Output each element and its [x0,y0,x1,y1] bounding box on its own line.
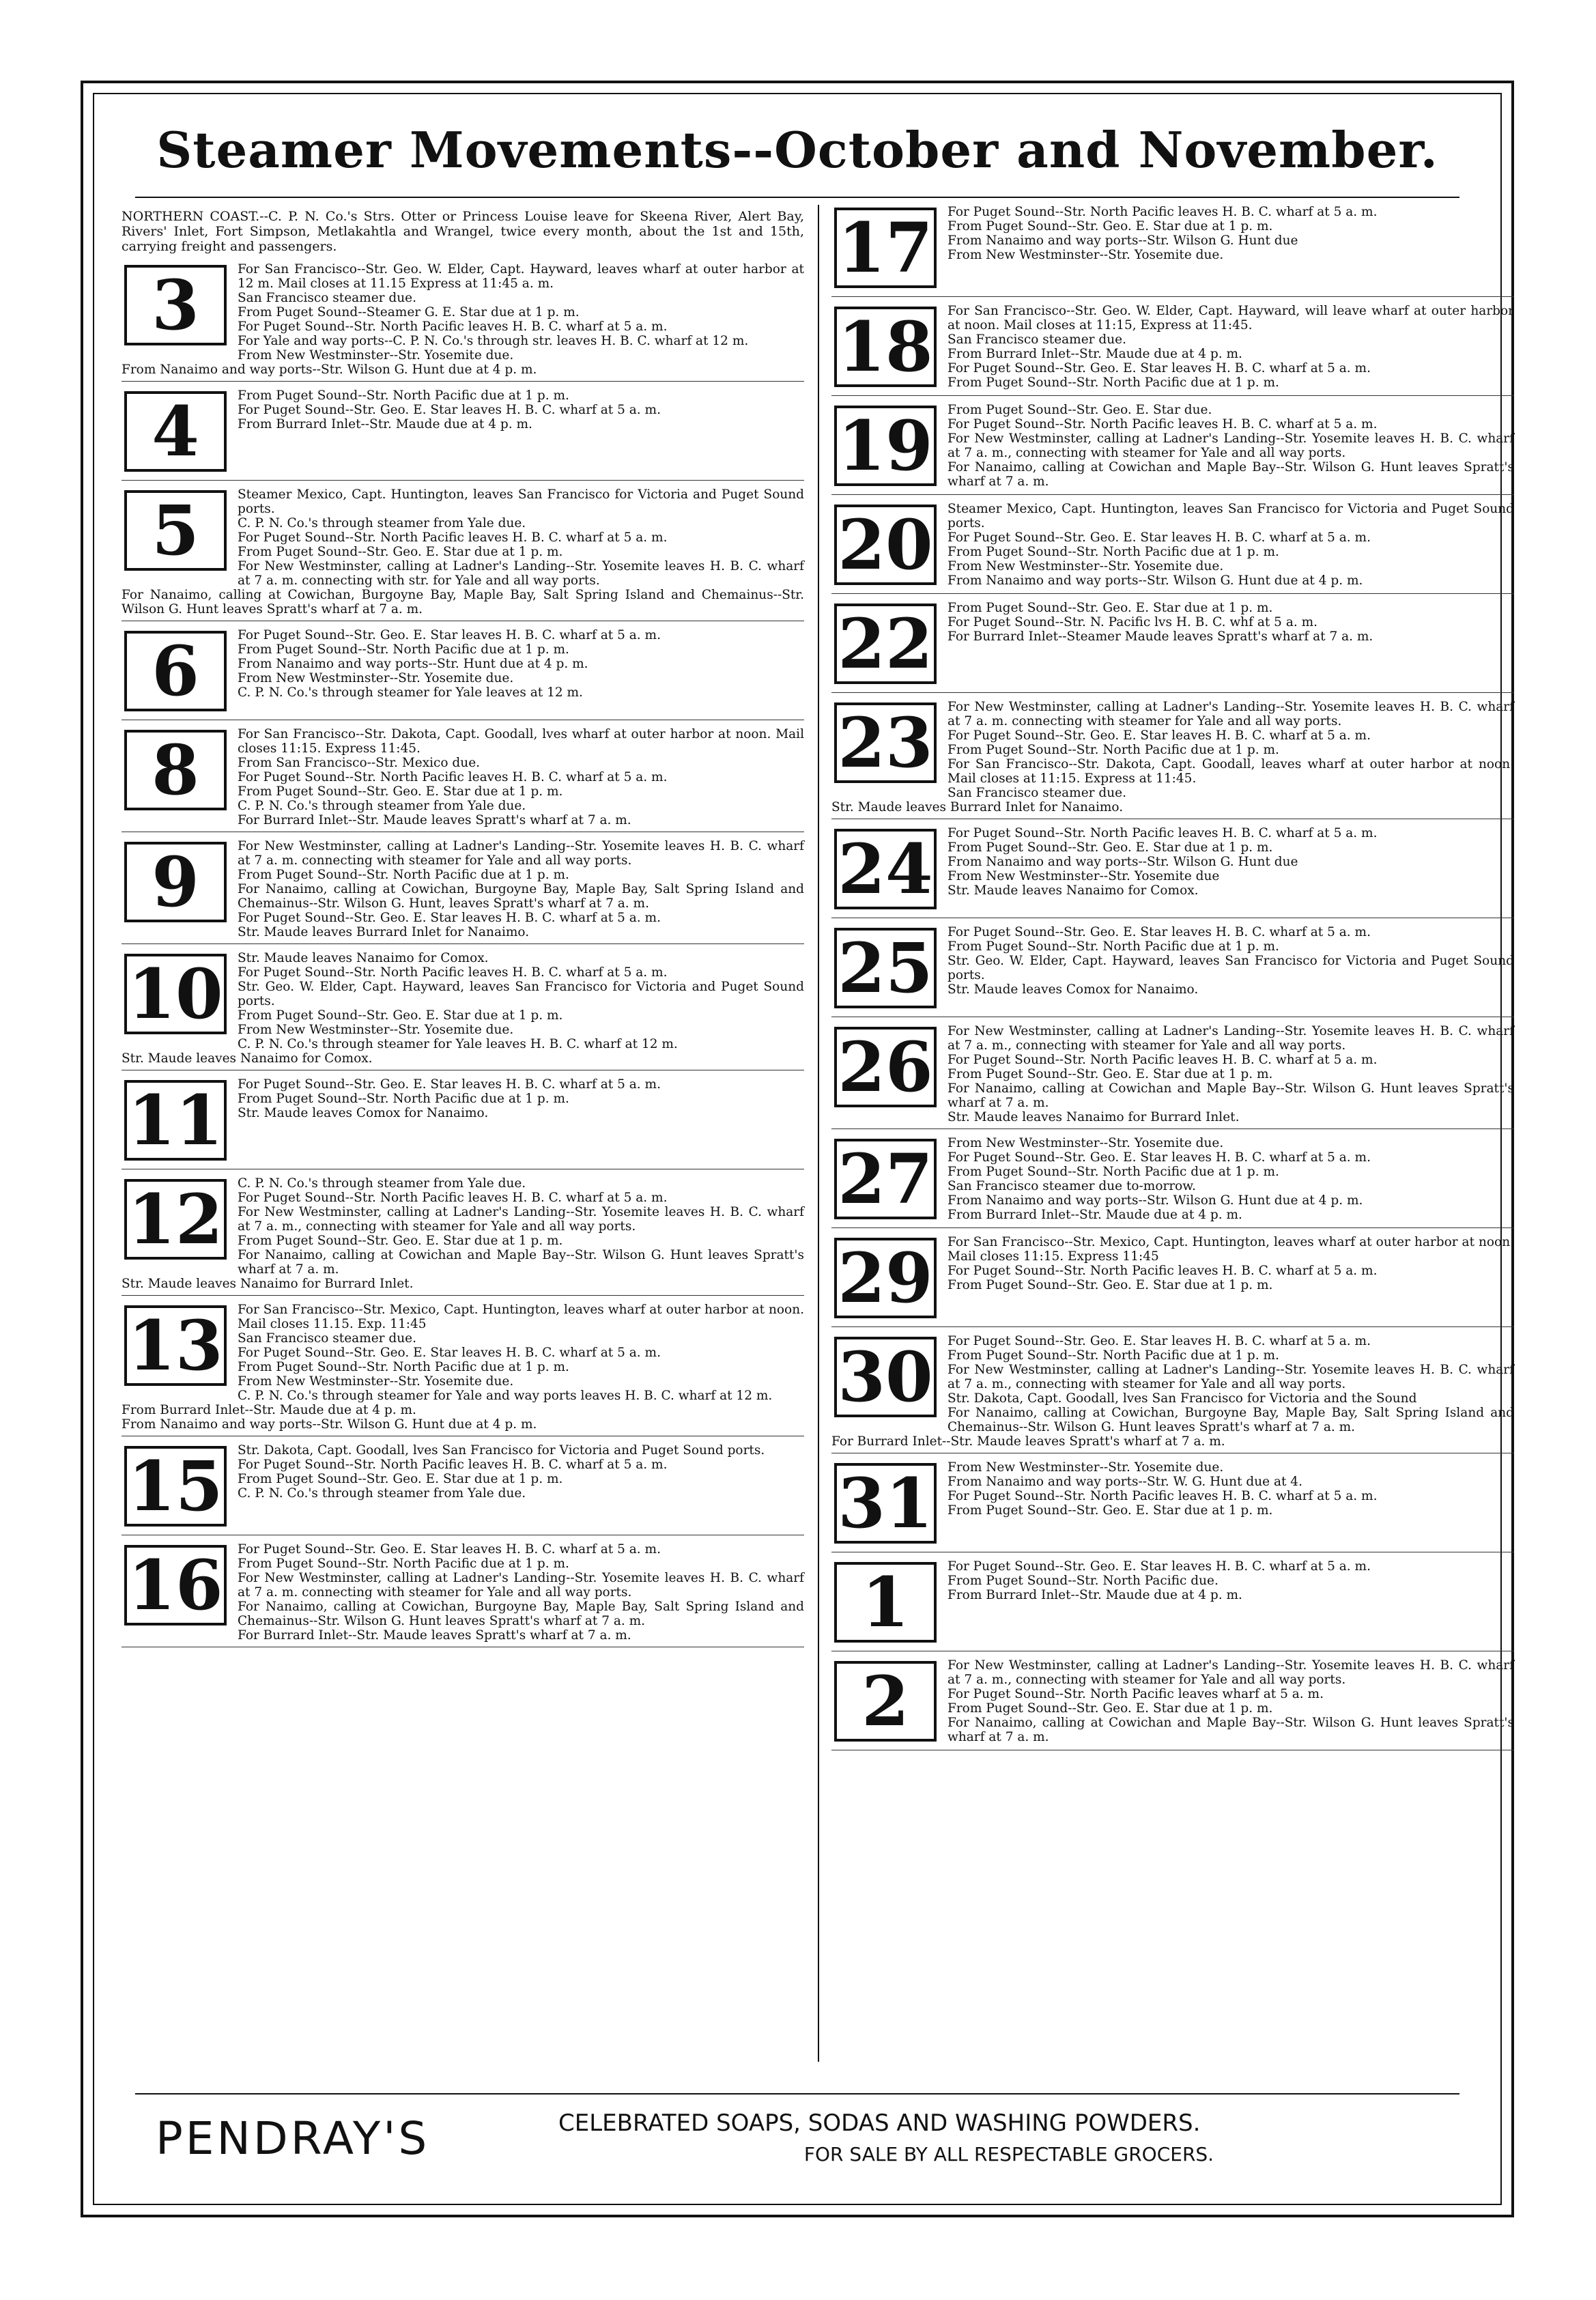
day-number-box: 27 [834,1139,937,1219]
schedule-line: Str. Maude leaves Burrard Inlet for Nanaimo. [831,800,1124,814]
footer-brand: PENDRAY'S [156,2112,430,2165]
schedule-line: From Puget Sound--Str. Geo. E. Star due at 1 p. m. [947,601,1273,615]
schedule-line: For Puget Sound--Str. North Pacific leaves wharf at 5 a. m. [947,1687,1324,1701]
schedule-line: For Nanaimo, calling at Cowichan, Burgoyne Bay, Maple Bay, Salt Spring Island and Chemainus--Str. Wilson G. Hunt leaves Spratt's wharf at 7 a. m. [122,588,804,616]
day-entry [831,826,1514,918]
day-number-box: 13 [124,1305,227,1386]
schedule-line: From Puget Sound--Str. Geo. E. Star due at 1 p. m. [947,1067,1273,1081]
schedule-line: Str. Maude leaves Burrard Inlet for Nanaimo. [238,925,530,939]
schedule-line: Steamer Mexico, Capt. Huntington, leaves San Francisco for Victoria and Puget Sound ports. [947,502,1514,530]
schedule-line: For Puget Sound--Str. Geo. E. Star leaves H. B. C. wharf at 5 a. m. [947,1334,1371,1348]
schedule-line: From Nanaimo and way ports--Str. Wilson G. Hunt due [947,855,1298,869]
schedule-line: From New Westminster--Str. Yosemite due. [238,348,514,363]
schedule-line: From Puget Sound--Str. North Pacific due at 1 p. m. [238,388,569,403]
schedule-line: For Puget Sound--Str. Geo. E. Star leaves H. B. C. wharf at 5 a. m. [238,628,661,642]
schedule-line: Str. Maude leaves Nanaimo for Burrard Inlet. [947,1110,1240,1124]
schedule-line: For New Westminster, calling at Ladner's Landing--Str. Yosemite leaves H. B. C. wharf at 7 a. m. connecting with str. for Yale and all way ports. [238,559,804,588]
schedule-line: For New Westminster, calling at Ladner's Landing--Str. Yosemite leaves H. B. C. wharf at 7 a. m., connecting with steamer for Yale and all way ports. [947,1363,1514,1391]
schedule-line: For Puget Sound--Str. North Pacific leaves H. B. C. wharf at 5 a. m. [947,826,1378,840]
schedule-line: From Puget Sound--Str. North Pacific due at 1 p. m. [238,1360,569,1374]
footer-rule [135,2093,1459,2095]
advertisement-footer [135,2101,1459,2183]
schedule-line: From New Westminster--Str. Yosemite due. [947,248,1224,262]
schedule-line: For San Francisco--Str. Geo. W. Elder, Capt. Hayward, leaves wharf at outer harbor at 12 m. Mail closes at 11.15 Express at 11:45 a. m. [238,262,804,291]
day-number-box: 18 [834,307,937,387]
schedule-line: C. P. N. Co.'s through steamer from Yale due. [238,799,526,813]
schedule-line: For Puget Sound--Str. North Pacific leaves H. B. C. wharf at 5 a. m. [238,320,668,334]
schedule-line: For Puget Sound--Str. Geo. E. Star leaves H. B. C. wharf at 5 a. m. [947,925,1371,939]
schedule-line: From Puget Sound--Str. Geo. E. Star due at 1 p. m. [238,545,563,559]
schedule-line: C. P. N. Co.'s through steamer for Yale leaves H. B. C. wharf at 12 m. [238,1037,678,1051]
schedule-line: Str. Geo. W. Elder, Capt. Hayward, leaves San Francisco for Victoria and Puget Sound ports. [947,954,1514,982]
schedule-line: From Puget Sound--Str. Geo. E. Star due at 1 p. m. [947,840,1273,855]
schedule-line: From Puget Sound--Str. Geo. E. Star due at 1 p. m. [947,219,1273,233]
schedule-line: San Francisco steamer due. [947,786,1126,800]
day-number-box: 12 [124,1179,227,1260]
footer-subtagline: FOR SALE BY ALL RESPECTABLE GROCERS. [803,2143,1214,2166]
day-entry [122,1443,804,1535]
schedule-line: From Burrard Inlet--Str. Maude due at 4 p. m. [122,1403,416,1417]
schedule-line: From New Westminster--Str. Yosemite due. [947,559,1224,573]
schedule-line: C. P. N. Co.'s through steamer from Yale due. [238,516,526,530]
schedule-line: From Puget Sound--Str. North Pacific due at 1 p. m. [238,1092,569,1106]
schedule-line: San Francisco steamer due. [947,332,1126,347]
day-entry [831,403,1514,495]
schedule-line: From Nanaimo and way ports--Str. Hunt due at 4 p. m. [238,657,588,671]
day-entry [122,1176,804,1296]
schedule-line: From Puget Sound--Str. Geo. E. Star due at 1 p. m. [238,1472,563,1486]
schedule-line: For Puget Sound--Str. North Pacific leaves H. B. C. wharf at 5 a. m. [238,1191,668,1205]
schedule-line: For Puget Sound--Str. North Pacific leaves H. B. C. wharf at 5 a. m. [238,770,668,784]
schedule-line: For Puget Sound--Str. North Pacific leaves H. B. C. wharf at 5 a. m. [238,965,668,980]
schedule-line: From San Francisco--Str. Mexico due. [238,756,481,770]
schedule-line: For Nanaimo, calling at Cowichan and Maple Bay--Str. Wilson G. Hunt leaves Spratt's wharf at 7 a. m. [947,1716,1514,1744]
column-divider [818,205,819,2062]
day-number-box: 16 [124,1545,227,1625]
day-entry [831,1235,1514,1327]
schedule-line: C. P. N. Co.'s through steamer for Yale and way ports leaves H. B. C. wharf at 12 m. [238,1389,773,1403]
right-column [831,205,1514,1757]
footer-tagline: CELEBRATED SOAPS, SODAS AND WASHING POWDERS. [558,2110,1201,2137]
schedule-line: From Puget Sound--Str. North Pacific due at 1 p. m. [947,1165,1279,1179]
day-entry [831,1658,1514,1750]
schedule-line: For New Westminster, calling at Ladner's Landing--Str. Yosemite leaves H. B. C. wharf at 7 a. m., connecting with steamer for Yale and all way ports. [947,431,1514,460]
day-number-box: 26 [834,1027,937,1107]
day-number-box: 10 [124,954,227,1034]
schedule-line: From Burrard Inlet--Str. Maude due at 4 p. m. [947,347,1242,361]
day-number-box: 2 [834,1661,937,1742]
day-entry [122,262,804,382]
schedule-line: For Nanaimo, calling at Cowichan and Maple Bay--Str. Wilson G. Hunt leaves Spratt's wharf at 7 a. m. [947,1081,1514,1110]
schedule-line: For New Westminster, calling at Ladner's Landing--Str. Yosemite leaves H. B. C. wharf at 7 a. m. connecting with steamer for Yale and all way ports. [947,700,1514,728]
day-entry [122,1077,804,1169]
schedule-line: For Puget Sound--Str. Geo. E. Star leaves H. B. C. wharf at 5 a. m. [238,1346,661,1360]
schedule-line: For Puget Sound--Str. Geo. E. Star leaves H. B. C. wharf at 5 a. m. [947,1559,1371,1574]
schedule-line: C. P. N. Co.'s through steamer from Yale due. [238,1486,526,1501]
schedule-line: From New Westminster--Str. Yosemite due. [947,1136,1224,1150]
schedule-line: From Puget Sound--Str. North Pacific due at 1 p. m. [947,545,1279,559]
schedule-line: Str. Dakota, Capt. Goodall, lves San Francisco for Victoria and Puget Sound ports. [238,1443,765,1458]
schedule-line: For New Westminster, calling at Ladner's Landing--Str. Yosemite leaves H. B. C. wharf at 7 a. m. connecting with steamer for Yale and all way ports. [238,1571,804,1600]
schedule-line: For Puget Sound--Str. North Pacific leaves H. B. C. wharf at 5 a. m. [947,1053,1378,1067]
schedule-line: San Francisco steamer due to-morrow. [947,1179,1196,1193]
day-entry [122,487,804,621]
schedule-line: C. P. N. Co.'s through steamer for Yale leaves at 12 m. [238,685,583,700]
schedule-line: From Puget Sound--Str. Geo. E. Star due at 1 p. m. [947,1701,1273,1716]
schedule-line: From Puget Sound--Str. Geo. E. Star due at 1 p. m. [947,1278,1273,1292]
schedule-line: For San Francisco--Str. Dakota, Capt. Goodall, lves wharf at outer harbor at noon. Mail closes 11:15. Express 11:45. [238,727,804,756]
day-entry [122,839,804,944]
day-entry [831,925,1514,1017]
schedule-line: Str. Maude leaves Nanaimo for Comox. [947,883,1199,898]
schedule-line: For Puget Sound--Str. North Pacific leaves H. B. C. wharf at 5 a. m. [947,1489,1378,1503]
schedule-line: For Burrard Inlet--Steamer Maude leaves Spratt's wharf at 7 a. m. [947,629,1373,644]
day-entry [831,205,1514,297]
northern-coast-notice: NORTHERN COAST.--C. P. N. Co.'s Strs. Otter or Princess Louise leave for Skeena River, Alert Bay, Rivers' Inlet, Fort Simpson, Metlakahtla and Wrangel, twice every month, about the 1st and 15th, carrying freight and passengers. [122,209,804,254]
schedule-line: From Puget Sound--Str. Geo. E. Star due at 1 p. m. [238,1008,563,1023]
schedule-line: For Puget Sound--Str. Geo. E. Star leaves H. B. C. wharf at 5 a. m. [238,1542,661,1557]
schedule-line: For Puget Sound--Str. Geo. E. Star leaves H. B. C. wharf at 5 a. m. [947,1150,1371,1165]
schedule-line: For Puget Sound--Str. Geo. E. Star leaves H. B. C. wharf at 5 a. m. [947,728,1371,743]
day-number-box: 30 [834,1337,937,1417]
schedule-line: For New Westminster, calling at Ladner's Landing--Str. Yosemite leaves H. B. C. wharf at 7 a. m., connecting with steamer for Yale and all way ports. [947,1024,1514,1053]
schedule-line: For Puget Sound--Str. North Pacific leaves H. B. C. wharf at 5 a. m. [947,417,1378,431]
day-entry [122,951,804,1070]
schedule-line: From Puget Sound--Str. Geo. E. Star due at 1 p. m. [238,1234,563,1248]
day-entry [122,388,804,481]
schedule-line: From Burrard Inlet--Str. Maude due at 4 p. m. [947,1208,1242,1222]
schedule-line: Str. Geo. W. Elder, Capt. Hayward, leaves San Francisco for Victoria and Puget Sound ports. [238,980,804,1008]
day-number-box: 11 [124,1080,227,1161]
day-number-box: 20 [834,505,937,585]
schedule-line: For Burrard Inlet--Str. Maude leaves Spratt's wharf at 7 a. m. [238,813,631,827]
day-entry [831,1559,1514,1651]
schedule-line: From New Westminster--Str. Yosemite due. [238,1374,514,1389]
schedule-line: For New Westminster, calling at Ladner's Landing--Str. Yosemite leaves H. B. C. wharf at 7 a. m. connecting with steamer for Yale and all way ports. [238,839,804,868]
day-number-box: 17 [834,208,937,288]
schedule-line: For San Francisco--Str. Mexico, Capt. Huntington, leaves wharf at outer harbor at noon. Mail closes 11.15. Exp. 11:45 [238,1303,804,1331]
schedule-line: From Puget Sound--Str. North Pacific due at 1 p. m. [947,1348,1279,1363]
schedule-line: Str. Dakota, Capt. Goodall, lves San Francisco for Victoria and the Sound [947,1391,1417,1406]
day-number-box: 3 [124,265,227,345]
schedule-line: From New Westminster--Str. Yosemite due. [947,1460,1224,1475]
schedule-line: C. P. N. Co.'s through steamer from Yale due. [238,1176,526,1191]
schedule-line: From Puget Sound--Steamer G. E. Star due at 1 p. m. [238,305,580,320]
day-entry [831,601,1514,693]
schedule-line: For San Francisco--Str. Geo. W. Elder, Capt. Hayward, will leave wharf at outer harbor at noon. Mail closes at 11:15, Express at 11:45. [947,304,1514,332]
schedule-line: For Puget Sound--Str. Geo. E. Star leaves H. B. C. wharf at 5 a. m. [947,530,1371,545]
day-number-box: 23 [834,702,937,783]
schedule-line: For Puget Sound--Str. North Pacific leaves H. B. C. wharf at 5 a. m. [947,205,1378,219]
schedule-line: For Puget Sound--Str. Geo. E. Star leaves H. B. C. wharf at 5 a. m. [238,911,661,925]
schedule-line: From Puget Sound--Str. Geo. E. Star due. [947,403,1212,417]
schedule-line: For Yale and way ports--C. P. N. Co.'s through str. leaves H. B. C. wharf at 12 m. [238,334,749,348]
day-number-box: 19 [834,406,937,486]
day-number-box: 1 [834,1562,937,1643]
left-column [122,205,804,1654]
schedule-line: From New Westminster--Str. Yosemite due. [238,1023,514,1037]
schedule-line: From Nanaimo and way ports--Str. Wilson G. Hunt due [947,233,1298,248]
schedule-line: From Puget Sound--Str. North Pacific due at 1 p. m. [238,1557,569,1571]
schedule-line: For San Francisco--Str. Mexico, Capt. Huntington, leaves wharf at outer harbor at noon. Mail closes 11:15. Express 11:45 [947,1235,1514,1264]
left-day-list [122,262,804,1647]
page-title: Steamer Movements--October and November. [156,121,1438,179]
schedule-line: From Nanaimo and way ports--Str. Wilson G. Hunt due at 4 p. m. [122,363,537,377]
day-entry [831,502,1514,594]
day-number-box: 22 [834,604,937,684]
schedule-line: For Puget Sound--Str. N. Pacific lvs H. B. C. whf at 5 a. m. [947,615,1318,629]
day-number-box: 4 [124,391,227,472]
day-entry [831,304,1514,396]
day-number-box: 6 [124,631,227,711]
schedule-line: From Burrard Inlet--Str. Maude due at 4 p. m. [238,417,532,431]
day-number-box: 8 [124,730,227,810]
schedule-line: From Puget Sound--Str. North Pacific due at 1 p. m. [947,939,1279,954]
day-number-box: 9 [124,842,227,922]
right-day-list [831,205,1514,1750]
schedule-line: For New Westminster, calling at Ladner's Landing--Str. Yosemite leaves H. B. C. wharf at 7 a. m., connecting with steamer for Yale and all way ports. [238,1205,804,1234]
day-number-box: 29 [834,1238,937,1318]
schedule-line: For Puget Sound--Str. North Pacific leaves H. B. C. wharf at 5 a. m. [238,1458,668,1472]
day-entry [831,700,1514,819]
schedule-line: Str. Maude leaves Comox for Nanaimo. [238,1106,489,1120]
day-entry [831,1024,1514,1129]
schedule-line: From Puget Sound--Str. North Pacific due at 1 p. m. [947,743,1279,757]
schedule-line: For Puget Sound--Str. Geo. E. Star leaves H. B. C. wharf at 5 a. m. [238,403,661,417]
schedule-line: For Burrard Inlet--Str. Maude leaves Spratt's wharf at 7 a. m. [238,1628,631,1643]
schedule-line: For Nanaimo, calling at Cowichan and Maple Bay--Str. Wilson G. Hunt leaves Spratt's wharf at 7 a. m. [238,1248,804,1277]
day-number-box: 24 [834,829,937,909]
schedule-line: From Nanaimo and way ports--Str. Wilson G. Hunt due at 4 p. m. [947,573,1363,588]
schedule-line: For San Francisco--Str. Dakota, Capt. Goodall, leaves wharf at outer harbor at noon. Mail closes at 11:15. Express at 11:45. [947,757,1514,786]
schedule-line: Str. Maude leaves Comox for Nanaimo. [947,982,1199,997]
schedule-line: For Nanaimo, calling at Cowichan, Burgoyne Bay, Maple Bay, Salt Spring Island and Chemainus--Str. Wilson G. Hunt, leaves Spratt's wharf at 7 a. m. [238,882,804,911]
day-number-box: 15 [124,1446,227,1527]
schedule-line: For Puget Sound--Str. North Pacific leaves H. B. C. wharf at 5 a. m. [947,1264,1378,1278]
schedule-line: Str. Maude leaves Nanaimo for Comox. [122,1051,373,1066]
schedule-line: From Nanaimo and way ports--Str. Wilson G. Hunt due at 4 p. m. [947,1193,1363,1208]
day-entry [122,727,804,832]
day-entry [831,1334,1514,1453]
day-entry [831,1460,1514,1552]
day-number-box: 5 [124,490,227,571]
schedule-line: Str. Maude leaves Nanaimo for Burrard Inlet. [122,1277,414,1291]
schedule-line: For Puget Sound--Str. Geo. E. Star leaves H. B. C. wharf at 5 a. m. [947,361,1371,375]
schedule-line: For Nanaimo, calling at Cowichan and Maple Bay--Str. Wilson G. Hunt leaves Spratt's wharf at 7 a. m. [947,460,1514,489]
schedule-line: Steamer Mexico, Capt. Huntington, leaves San Francisco for Victoria and Puget Sound ports. [238,487,804,516]
schedule-line: For Puget Sound--Str. Geo. E. Star leaves H. B. C. wharf at 5 a. m. [238,1077,661,1092]
schedule-line: From Puget Sound--Str. North Pacific due at 1 p. m. [238,868,569,882]
schedule-line: From New Westminster--Str. Yosemite due. [238,671,514,685]
schedule-line: From Puget Sound--Str. North Pacific due at 1 p. m. [238,642,569,657]
page-frame [81,81,1514,2217]
schedule-line: San Francisco steamer due. [238,1331,416,1346]
schedule-line: For Puget Sound--Str. North Pacific leaves H. B. C. wharf at 5 a. m. [238,530,668,545]
day-entry [122,1303,804,1436]
schedule-line: Str. Maude leaves Nanaimo for Comox. [238,951,489,965]
schedule-line: For New Westminster, calling at Ladner's Landing--Str. Yosemite leaves H. B. C. wharf at 7 a. m., connecting with steamer for Yale and all way ports. [947,1658,1514,1687]
schedule-line: From New Westminster--Str. Yosemite due [947,869,1220,883]
schedule-line: For Nanaimo, calling at Cowichan, Burgoyne Bay, Maple Bay, Salt Spring Island and Chemainus--Str. Wilson G. Hunt leaves Spratt's wharf at 7 a. m. [947,1406,1514,1434]
schedule-line: From Burrard Inlet--Str. Maude due at 4 p. m. [947,1588,1242,1602]
day-entry [122,1542,804,1647]
schedule-line: From Puget Sound--Str. Geo. E. Star due at 1 p. m. [238,784,563,799]
schedule-line: For Nanaimo, calling at Cowichan, Burgoyne Bay, Maple Bay, Salt Spring Island and Chemainus--Str. Wilson G. Hunt leaves Spratt's wharf at 7 a. m. [238,1600,804,1628]
day-number-box: 25 [834,928,937,1008]
schedule-line: San Francisco steamer due. [238,291,416,305]
day-number-box: 31 [834,1463,937,1544]
schedule-line: From Nanaimo and way ports--Str. W. G. Hunt due at 4. [947,1475,1302,1489]
schedule-line: From Puget Sound--Str. North Pacific due at 1 p. m. [947,375,1279,390]
title-rule [135,197,1459,198]
day-entry [122,628,804,720]
schedule-line: From Puget Sound--Str. Geo. E. Star due at 1 p. m. [947,1503,1273,1518]
inner-border [93,93,1514,2205]
day-entry [831,1136,1514,1228]
schedule-line: From Puget Sound--Str. North Pacific due. [947,1574,1219,1588]
schedule-line: From Nanaimo and way ports--Str. Wilson G. Hunt due at 4 p. m. [122,1417,537,1432]
schedule-line: For Burrard Inlet--Str. Maude leaves Spratt's wharf at 7 a. m. [831,1434,1225,1449]
